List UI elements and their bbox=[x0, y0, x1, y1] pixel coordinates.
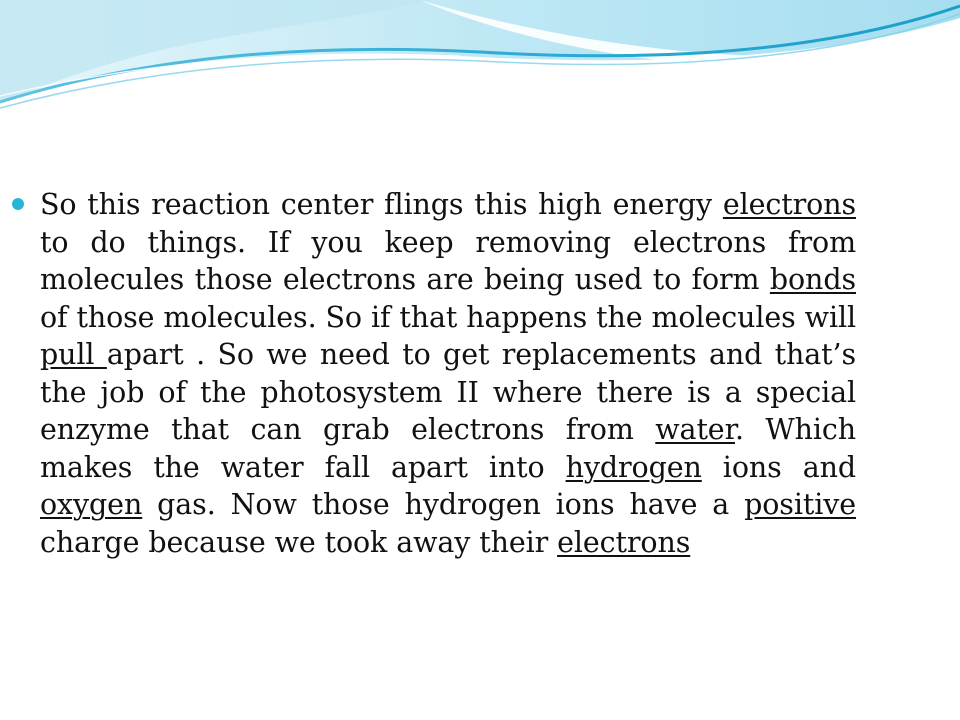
underlined-term: oxygen bbox=[40, 488, 143, 521]
text-segment: So this reaction center flings this high energy bbox=[40, 188, 723, 221]
underlined-term: electrons bbox=[557, 525, 691, 559]
text-segment: charge because we took away their bbox=[40, 525, 558, 559]
underlined-term: water bbox=[655, 413, 735, 446]
text-segment: . Which makes the water fall apart into bbox=[40, 413, 857, 484]
underlined-term: hydrogen bbox=[565, 450, 702, 484]
text-segment: to do things. If you keep removing electrons from molecules those electrons are being used to form bbox=[40, 225, 856, 296]
underlined-term: electrons bbox=[722, 188, 856, 221]
text-segment: gas. Now those hydrogen ions have a bbox=[142, 488, 745, 521]
text-segment: apart . So we need to get replacements and that’s the job of the photosystem II where there is a special enzyme that can grab electrons from bbox=[40, 338, 857, 446]
text-segment: of those molecules. So if that happens the molecules will bbox=[40, 300, 856, 334]
underlined-term: pull bbox=[40, 338, 107, 371]
slide-body bbox=[12, 186, 856, 561]
bullet-paragraph bbox=[40, 186, 856, 561]
underlined-term: bonds bbox=[769, 263, 856, 296]
bullet-dot-icon bbox=[12, 198, 24, 210]
underlined-term: positive bbox=[744, 488, 856, 521]
header-wave-decoration bbox=[0, 0, 960, 120]
text-segment: ions and bbox=[701, 450, 856, 484]
bullet-item bbox=[12, 186, 856, 561]
